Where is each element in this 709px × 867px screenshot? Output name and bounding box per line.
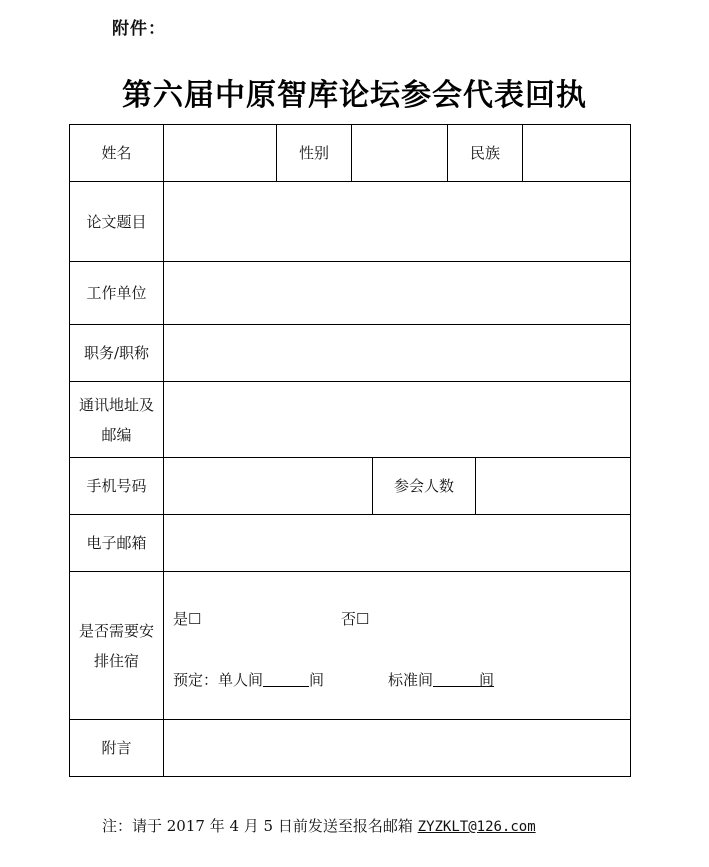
paper-title-label: 论文题目 — [70, 182, 164, 262]
footer-note-text: 注：请于 2017 年 4 月 5 日前发送至报名邮箱 — [102, 817, 418, 835]
row-email — [70, 515, 631, 572]
attendees-label: 参会人数 — [373, 458, 476, 515]
mobile-field[interactable] — [164, 458, 373, 515]
single-room-count-field[interactable] — [263, 671, 309, 687]
registration-form-table — [69, 124, 631, 777]
remarks-label: 附言 — [70, 720, 164, 777]
row-mobile — [70, 458, 631, 515]
single-room-unit: 间 — [309, 670, 325, 689]
address-field[interactable] — [164, 382, 631, 458]
standard-room-count-field[interactable] — [433, 671, 479, 687]
ethnicity-label: 民族 — [448, 125, 523, 182]
ethnicity-field[interactable] — [523, 125, 631, 182]
gender-label: 性别 — [277, 125, 352, 182]
attachment-label: 附件： — [112, 19, 166, 39]
position-label: 职务/职称 — [70, 325, 164, 382]
row-remarks — [70, 720, 631, 777]
standard-room-label: 标准间 — [388, 670, 434, 689]
single-room-booking — [173, 669, 324, 690]
row-address — [70, 382, 631, 458]
paper-title-field[interactable] — [164, 182, 631, 262]
lodging-no-checkbox[interactable]: 否☐ — [341, 609, 370, 628]
work-unit-label: 工作单位 — [70, 262, 164, 325]
standard-room-booking — [388, 669, 494, 690]
position-field[interactable] — [164, 325, 631, 382]
name-label: 姓名 — [70, 125, 164, 182]
mobile-label: 手机号码 — [70, 458, 164, 515]
lodging-yes-checkbox[interactable]: 是☐ — [173, 609, 202, 628]
name-field[interactable] — [164, 125, 277, 182]
lodging-cell — [164, 572, 631, 720]
email-field[interactable] — [164, 515, 631, 572]
row-work-unit — [70, 262, 631, 325]
remarks-field[interactable] — [164, 720, 631, 777]
email-label: 电子邮箱 — [70, 515, 164, 572]
booking-prefix: 预定：单人间 — [173, 670, 264, 689]
work-unit-field[interactable] — [164, 262, 631, 325]
registration-email-link[interactable]: ZYZKLT@126.com — [417, 819, 536, 835]
address-label: 通讯地址及邮编 — [78, 395, 154, 444]
row-lodging — [70, 572, 631, 720]
row-basic-info — [70, 125, 631, 182]
page-title: 第六届中原智库论坛参会代表回执 — [122, 78, 587, 113]
gender-field[interactable] — [352, 125, 448, 182]
footer-note — [102, 815, 536, 836]
lodging-label: 是否需要安排住宿 — [78, 621, 154, 670]
standard-room-unit: 间 — [479, 670, 495, 689]
attendees-field[interactable] — [476, 458, 631, 515]
row-position — [70, 325, 631, 382]
row-paper-title — [70, 182, 631, 262]
lodging-options — [164, 573, 630, 719]
